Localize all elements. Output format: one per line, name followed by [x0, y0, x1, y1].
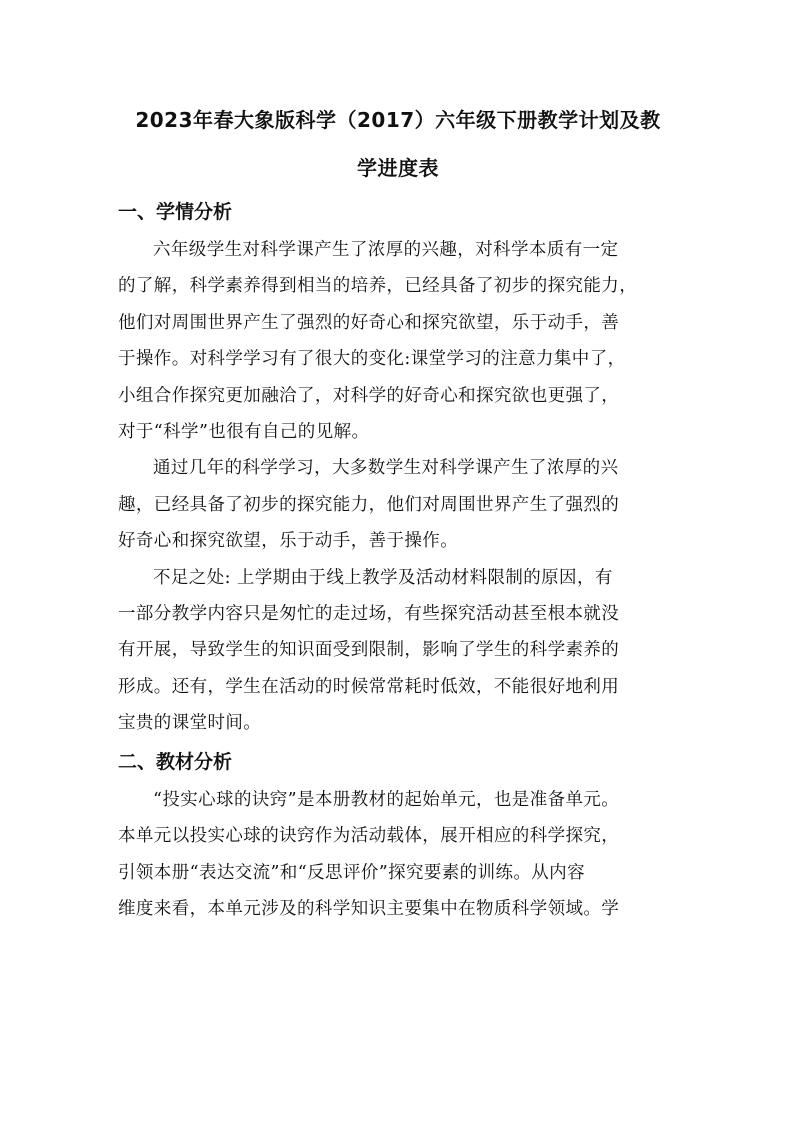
paragraph-line: 形成。还有，学生在活动的时候常常耗时低效，不能很好地利用	[118, 676, 620, 697]
paragraph-line: 好奇心和探究欲望，乐于动手，善于操作。	[118, 531, 459, 552]
paragraph-line: 宝贵的课堂时间。	[118, 713, 262, 734]
document-title-line-1: 2023年春大象版科学（2017）六年级下册教学计划及教	[135, 108, 661, 132]
paragraph-line: 他们对周围世界产生了强烈的好奇心和探究欲望，乐于动手，善	[118, 312, 620, 333]
paragraph-line: “投实心球的诀窍”是本册教材的起始单元，也是准备单元。	[153, 789, 620, 810]
document-title	[118, 96, 678, 192]
paragraph-line: 趣，已经具备了初步的探究能力，他们对周围世界产生了强烈的	[118, 494, 620, 515]
document-title-line-2: 学进度表	[357, 156, 439, 180]
paragraph-first-unit	[118, 782, 678, 928]
paragraph-line: 小组合作探究更加融洽了，对科学的好奇心和探究欲也更强了，	[118, 385, 620, 406]
paragraph-line: 维度来看，本单元涉及的科学知识主要集中在物质科学领域。学	[118, 898, 620, 919]
section-heading-textbook-analysis: 二、教材分析	[118, 750, 233, 773]
paragraph-line: 六年级学生对科学课产生了浓厚的兴趣，对科学本质有一定	[153, 240, 619, 260]
paragraph-line: 一部分教学内容只是匆忙的走过场，有些探究活动甚至根本就没	[118, 604, 620, 625]
paragraph-learner-interest	[118, 232, 678, 450]
document-page	[118, 96, 678, 927]
paragraph-line: 不足之处: 上学期由于线上教学及活动材料限制的原因，有	[153, 567, 613, 588]
paragraph-line: 的了解，科学素养得到相当的培养，已经具备了初步的探究能力，	[118, 276, 638, 297]
paragraph-line: 有开展，导致学生的知识面受到限制，影响了学生的科学素养的	[118, 640, 620, 661]
paragraph-line: 引领本册“表达交流”和“反思评价”探究要素的训练。从内容	[118, 862, 585, 883]
section-heading-learner-analysis: 一、学情分析	[118, 201, 233, 223]
paragraph-line: 本单元以投实心球的诀窍作为活动载体，展开相应的科学探究，	[118, 826, 620, 847]
paragraph-line: 通过几年的科学学习，大多数学生对科学课产生了浓厚的兴	[153, 458, 619, 479]
paragraph-line: 对于“科学”也很有自己的见解。	[118, 422, 370, 443]
paragraph-learning-progress	[118, 450, 678, 559]
paragraph-line: 于操作。对科学学习有了很大的变化:课堂学习的注意力集中了，	[118, 349, 626, 370]
paragraph-shortcomings	[118, 560, 678, 742]
